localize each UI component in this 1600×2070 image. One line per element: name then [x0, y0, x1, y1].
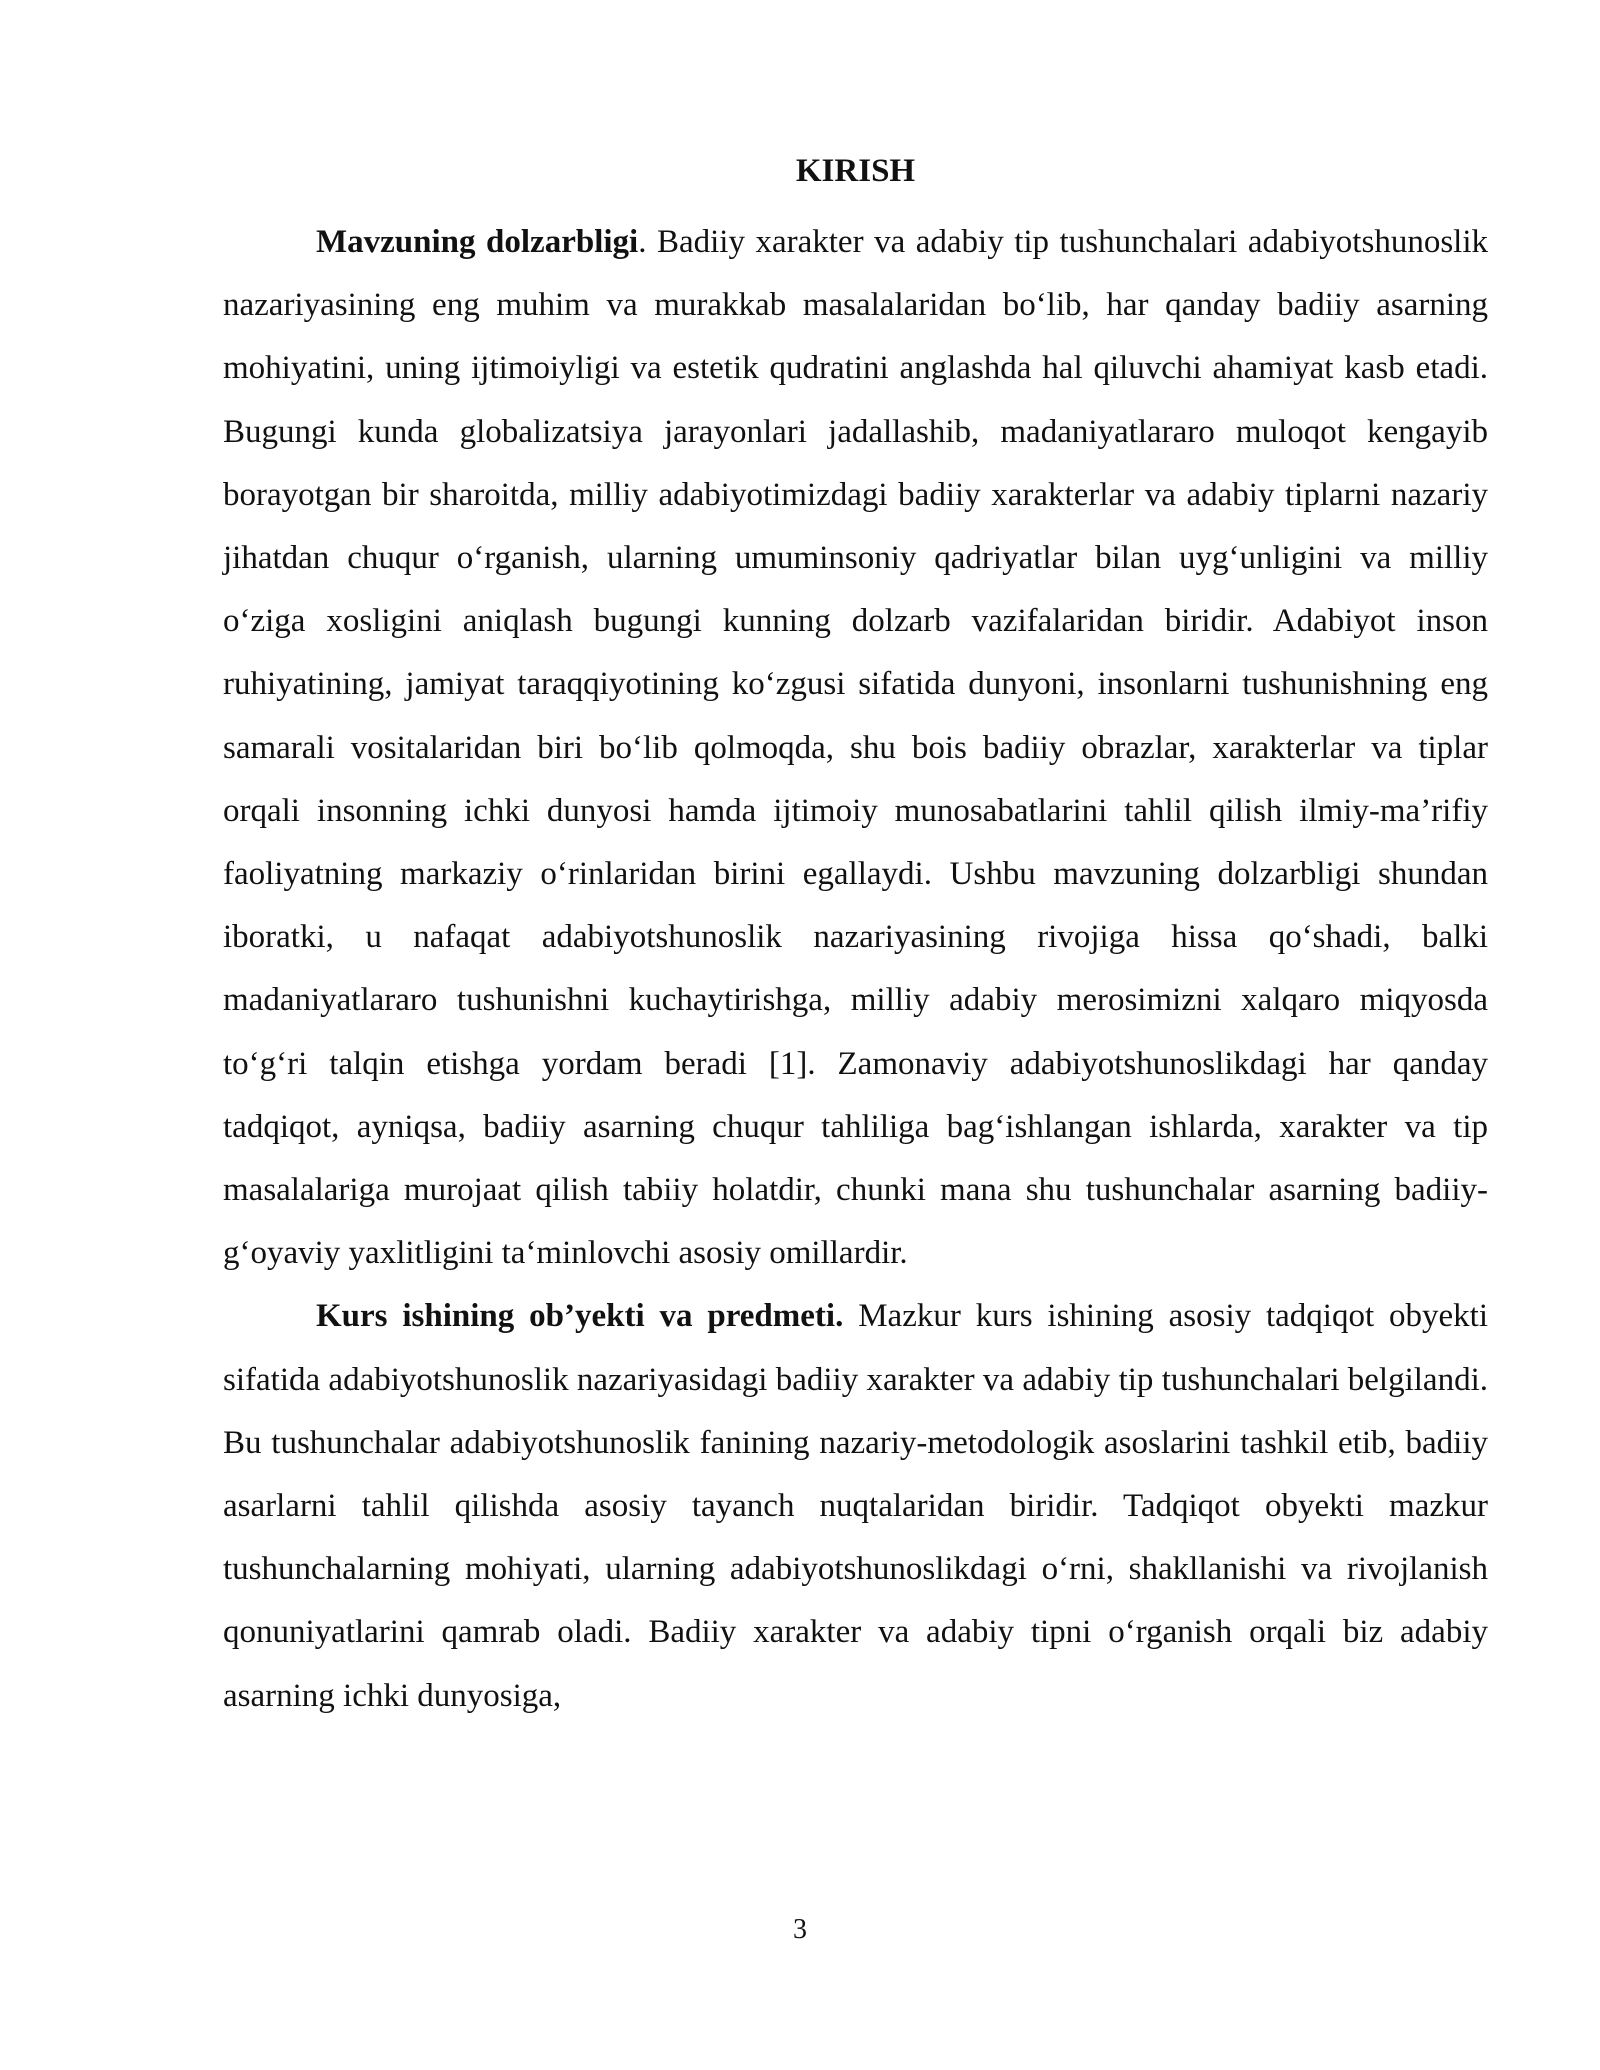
paragraph-lead-punct: .	[638, 224, 647, 260]
paragraph-lead-object-subject: Kurs ishining ob’yekti va predmeti.	[316, 1298, 844, 1335]
paragraph-relevance	[223, 211, 1488, 1285]
page-number: 3	[793, 1914, 807, 1945]
section-heading: KIRISH	[795, 153, 916, 189]
paragraph-lead-relevance: Mavzuning dolzarbligi	[316, 224, 639, 260]
paragraph-object-subject	[223, 1285, 1488, 1727]
page-content	[223, 147, 1488, 1728]
paragraph-body-relevance: Badiiy xarakter va adabiy tip tushunchalari adabiyotshunoslik nazariyasining eng muhim va murakkab masalalaridan bo‘lib, har qanday badiiy asarning mohiyatini, uning ijtimoiyligi va estetik qudratini anglashda hal qiluvchi ahamiyat kasb etadi. Bugungi kunda globalizatsiya jarayonlari jadallashib, madaniyatlararo muloqot kengayib borayotgan bir sharoitda, milliy adabiyotimizdagi badiiy xarakterlar va adabiy tiplarni nazariy jihatdan chuqur o‘rganish, ularning umuminsoniy qadriyatlar bilan uyg‘unligini va milliy o‘ziga xosligini aniqlash bugungi kunning dolzarb vazifalaridan biridir. Adabiyot inson ruhiyatining, jamiyat taraqqiyotining ko‘zgusi sifatida dunyoni, insonlarni tushunishning eng samarali vositalaridan biri bo‘lib qolmoqda, shu bois badiiy obrazlar, xarakterlar va tiplar orqali insonning ichki dunyosi hamda ijtimoiy munosabatlarini tahlil qilish ilmiy-ma’rifiy faoliyatning markaziy o‘rinlaridan birini egallaydi. Ushbu mavzuning dolzarbligi shundan iboratki, u nafaqat adabiyotshunoslik nazariyasining rivojiga hissa qo‘shadi, balki madaniyatlararo tushunishni kuchaytirishga, milliy adabiy merosimizni xalqaro miqyosda to‘g‘ri talqin etishga yordam beradi [1]. Zamonaviy adabiyotshunoslikdagi har qanday tadqiqot, ayniqsa, badiiy asarning chuqur tahliliga bag‘ishlangan ishlarda, xarakter va tip masalalariga murojaat qilish tabiiy holatdir, chunki mana shu tushunchalar asarning badiiy-g‘oyaviy yaxlitligini ta‘minlovchi asosiy omillardir.	[223, 224, 1488, 1272]
paragraph-body-object-subject: Mazkur kurs ishining asosiy tadqiqot obyekti sifatida adabiyotshunoslik nazariyasidagi badiiy xarakter va adabiy tip tushunchalari belgilandi. Bu tushunchalar adabiyotshunoslik fanining nazariy-metodologik asoslarini tashkil etib, badiiy asarlarni tahlil qilishda asosiy tayanch nuqtalaridan biridir. Tadqiqot obyekti mazkur tushunchalarning mohiyati, ularning adabiyotshunoslikdagi o‘rni, shakllanishi va rivojlanish qonuniyatlarini qamrab oladi. Badiiy xarakter va adabiy tipni o‘rganish orqali biz adabiy asarning ichki dunyosiga,	[223, 1298, 1488, 1714]
